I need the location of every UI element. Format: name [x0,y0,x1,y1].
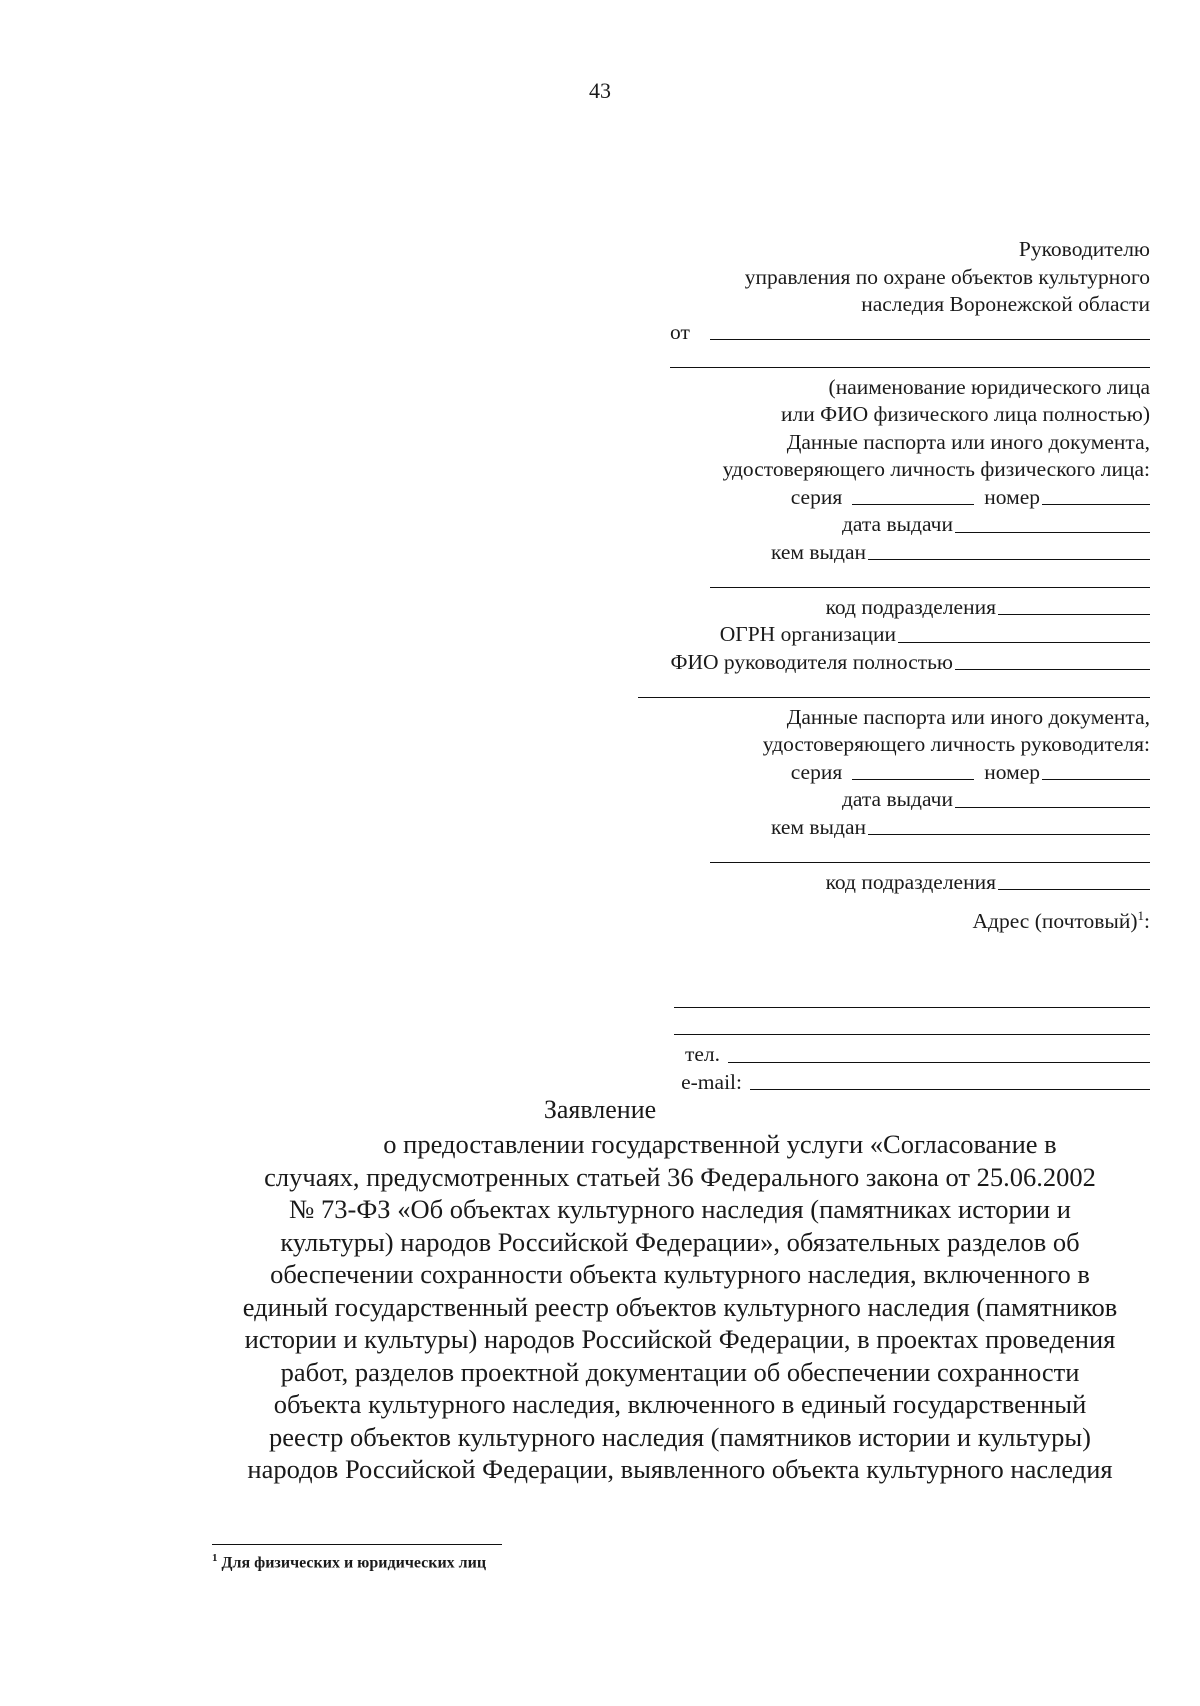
head-passport-title-1: Данные паспорта или иного документа, [786,704,1150,729]
applicant-number-field[interactable] [1042,484,1150,505]
applicant-issued-by-field-line-2[interactable] [710,567,1150,588]
head-issued-by-label: кем выдан [770,814,866,839]
email-label: e-mail: [681,1069,742,1094]
applicant-name-hint-1: (наименование юридического лица [828,374,1150,399]
head-name-field[interactable] [955,649,1150,670]
applicant-name-hint-2: или ФИО физического лица полностью) [780,402,1150,426]
from-label: от [670,319,690,344]
postal-address-label: Адрес (почтовый)$^1$: [972,907,1150,933]
head-series-field[interactable] [852,759,974,780]
addressee-block [590,236,1150,936]
applicant-issued-by-field[interactable] [868,539,1150,560]
ogrn-label: ОГРН организации [719,622,896,646]
phone-label: тел. [684,1042,720,1066]
statement-line: истории и культуры) народов Российской Федерации, в проектах проведения [244,1324,1116,1354]
statement-line: № 73-ФЗ «Об объектах культурного наследия (памятниках истории и [289,1194,1071,1224]
statement-line: народов Российской Федерации, выявленного объекта культурного наследия [247,1454,1113,1484]
head-name-field-line-2[interactable] [638,677,1150,698]
applicant-series-field[interactable] [852,484,974,505]
statement-line: единый государственный реестр объектов культурного наследия (памятников [242,1291,1118,1322]
applicant-number-label: номер [984,484,1040,509]
head-number-label: номер [984,759,1040,784]
statement-line: культуры) народов Российской Федерации», обязательных разделов об [280,1226,1080,1257]
head-issued-by-field[interactable] [868,814,1150,835]
applicant-series-label: серия [790,484,843,509]
applicant-issued-by-label: кем выдан [770,539,866,564]
ogrn-field[interactable] [898,622,1150,643]
contacts-block [590,986,1150,1096]
postal-address-field-line-2[interactable] [674,1014,1150,1035]
statement-line: реестр объектов культурного наследия (памятников истории и культуры) [269,1421,1091,1452]
applicant-name-field[interactable] [710,319,1150,340]
statement-text [200,1128,1160,1486]
statement-line: случаях, предусмотренных статьей 36 Федерального закона от 25.06.2002 [264,1161,1096,1192]
applicant-division-code-label: код подразделения [825,594,996,619]
applicant-passport-title-1: Данные паспорта или иного документа, [786,429,1150,454]
addressee-line-1: Руководителю [1018,237,1150,261]
email-field[interactable] [750,1069,1150,1090]
applicant-name-field-line-2[interactable] [670,347,1150,368]
footnote-text: Для физических и юридических лиц [221,1554,487,1572]
statement-line: обеспечении сохранности объекта культурного наследия, включенного в [270,1259,1090,1289]
statement-line: работ, разделов проектной документации об обеспечении сохранности [280,1356,1080,1387]
head-passport-title-2: удостоверяющего личность руководителя: [762,732,1150,756]
address-footnote-ref: 1 [1137,907,1145,923]
addressee-line-3: наследия Воронежской области [861,292,1150,316]
footnote [212,1552,486,1572]
head-issue-date-label: дата выдачи [841,787,953,811]
footnote-divider [212,1544,502,1545]
head-issued-by-field-line-2[interactable] [710,842,1150,863]
applicant-issue-date-label: дата выдачи [841,512,953,536]
applicant-passport-title-2: удостоверяющего личность физического лица: [722,457,1150,481]
statement-title: Заявление [543,1095,657,1124]
head-number-field[interactable] [1042,759,1150,780]
head-issue-date-field[interactable] [955,787,1150,808]
applicant-division-code-field[interactable] [998,594,1150,615]
phone-field[interactable] [728,1042,1150,1063]
head-series-label: серия [790,759,843,784]
head-division-code-field[interactable] [998,869,1150,890]
addressee-line-2: управления по охране объектов культурного [744,264,1150,289]
postal-address-field-line-1[interactable] [674,987,1150,1008]
statement-line: о предоставлении государственной услуги «Согласование в [383,1129,1057,1159]
applicant-issue-date-field[interactable] [955,512,1150,533]
statement-line: объекта культурного наследия, включенного в единый государственный [273,1389,1087,1419]
head-division-code-label: код подразделения [825,869,996,894]
head-name-label: ФИО руководителя полностью [670,649,953,674]
page-number: 43 [589,78,611,103]
footnote-marker: 1 [212,1552,218,1564]
